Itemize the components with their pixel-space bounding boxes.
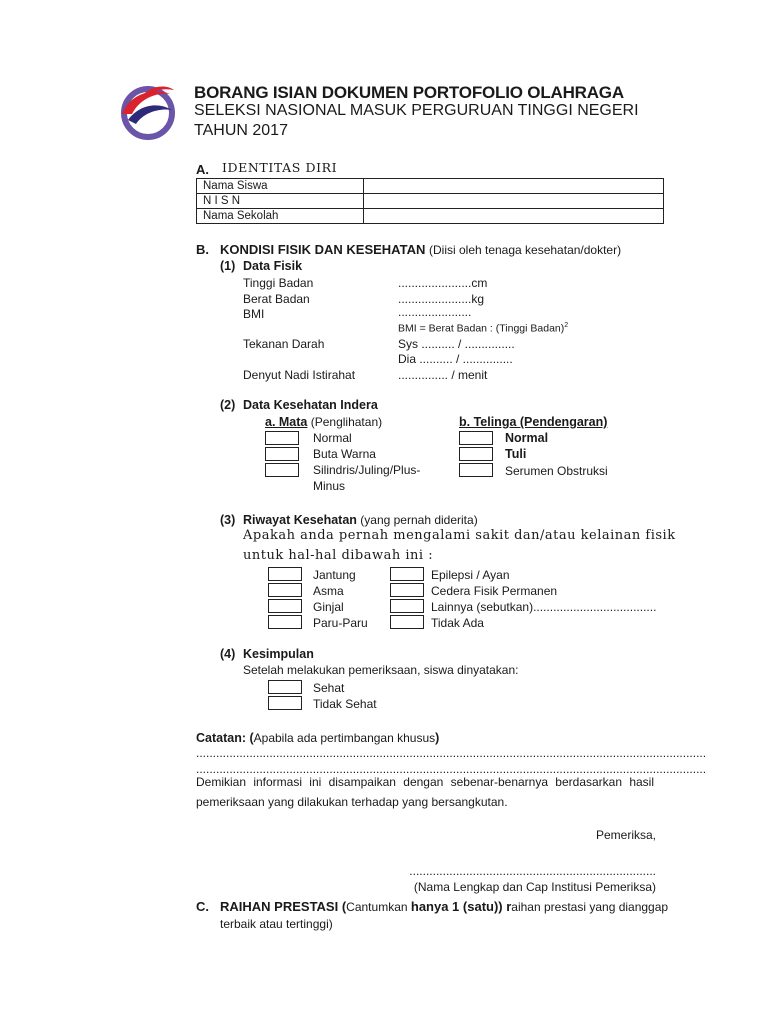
sehat-checkbox[interactable] — [268, 680, 302, 694]
epilepsi-checkbox[interactable] — [390, 567, 424, 581]
section-c-line2: terbaik atau tertinggi) — [220, 917, 333, 931]
kesimpulan-number: (4) — [220, 647, 236, 661]
form-subtitle: SELEKSI NASIONAL MASUK PERGURUAN TINGGI NEGERI — [194, 102, 639, 119]
section-a-title: IDENTITAS DIRI — [222, 160, 338, 175]
bmi-field[interactable]: ...................... — [398, 305, 472, 319]
riwayat-title: Riwayat Kesehatan — [243, 513, 357, 527]
tidak-ada-checkbox[interactable] — [390, 615, 424, 629]
jantung-checkbox[interactable] — [268, 567, 302, 581]
section-c-bold: hanya 1 (satu) — [410, 899, 499, 914]
nama-siswa-field[interactable] — [364, 179, 664, 194]
identity-label: Nama Sekolah — [197, 209, 364, 224]
catatan-line-2[interactable]: ......................................................................................................................................................... — [196, 762, 707, 776]
riwayat-note: (yang pernah diderita) — [360, 513, 478, 527]
table-row — [197, 194, 664, 209]
tinggi-badan-field[interactable]: ......................cm — [398, 276, 488, 290]
asma-checkbox[interactable] — [268, 583, 302, 597]
data-fisik-number: (1) — [220, 259, 236, 273]
section-a-letter: A. — [196, 162, 209, 177]
tekanan-darah-label: Tekanan Darah — [243, 337, 325, 351]
riwayat-option: Jantung — [313, 568, 356, 582]
mata-header — [265, 415, 382, 429]
riwayat-option: Paru-Paru — [313, 616, 368, 630]
data-fisik-title: Data Fisik — [243, 259, 303, 273]
form-title: BORANG ISIAN DOKUMEN PORTOFOLIO OLAHRAGA — [194, 83, 624, 102]
kesimpulan-option: Sehat — [313, 681, 345, 695]
bmi-formula — [398, 322, 568, 335]
statement-line2: pemeriksaan yang dilakukan terhadap yang bersangkutan. — [196, 795, 508, 809]
telinga-title: b. Telinga (Pendengaran) — [459, 415, 608, 429]
section-b-title — [220, 242, 621, 257]
identity-label: Nama Siswa — [197, 179, 364, 194]
catatan-close: ) — [435, 731, 440, 745]
berat-badan-label: Berat Badan — [243, 292, 310, 306]
dia-field[interactable]: Dia .......... / ............... — [398, 352, 513, 366]
kesimpulan-option: Tidak Sehat — [313, 697, 377, 711]
section-b-title-text: KONDISI FISIK DAN KESEHATAN — [220, 242, 426, 257]
riwayat-header — [243, 513, 478, 527]
berat-badan-field[interactable]: ......................kg — [398, 292, 485, 306]
mata-option: Minus — [313, 479, 346, 493]
form-year: TAHUN 2017 — [194, 122, 288, 139]
kesimpulan-title: Kesimpulan — [243, 647, 314, 661]
section-b-note: (Diisi oleh tenaga kesehatan/dokter) — [428, 243, 622, 257]
riwayat-question-line2: untuk hal-hal dibawah ini : — [243, 548, 434, 563]
bmi-formula-text: BMI = Berat Badan : (Tinggi Badan) — [398, 322, 565, 335]
paru-paru-checkbox[interactable] — [268, 615, 302, 629]
table-row — [197, 179, 664, 194]
riwayat-option: Tidak Ada — [431, 616, 484, 630]
section-c-letter: C. — [196, 899, 209, 914]
bmi-exponent: 2 — [564, 322, 569, 329]
catatan-line-1[interactable]: ......................................................................................................................................................... — [196, 746, 707, 760]
telinga-normal-checkbox[interactable] — [459, 431, 493, 445]
riwayat-option: Asma — [313, 584, 344, 598]
riwayat-number: (3) — [220, 513, 236, 527]
nama-sekolah-field[interactable] — [364, 209, 664, 224]
mata-buta-warna-checkbox[interactable] — [265, 447, 299, 461]
catatan-label: Catatan: ( — [196, 731, 254, 745]
section-c-open: ( — [338, 899, 347, 914]
riwayat-option: Epilepsi / Ayan — [431, 568, 510, 582]
mata-normal-checkbox[interactable] — [265, 431, 299, 445]
mata-option: Buta Warna — [313, 447, 376, 461]
mata-option: Silindris/Juling/Plus- — [313, 463, 421, 477]
identity-table — [196, 178, 664, 224]
telinga-option: Tuli — [505, 447, 527, 461]
snmptn-logo — [118, 80, 178, 140]
catatan-note: Apabila ada pertimbangan khusus — [253, 731, 436, 745]
riwayat-option[interactable]: Lainnya (sebutkan)..................................... — [431, 600, 657, 614]
ginjal-checkbox[interactable] — [268, 599, 302, 613]
bmi-label: BMI — [243, 307, 265, 321]
indera-number: (2) — [220, 398, 236, 412]
section-c-close: ) r — [498, 899, 512, 914]
tinggi-badan-label: Tinggi Badan — [243, 276, 314, 290]
riwayat-question-line1: Apakah anda pernah mengalami sakit dan/atau kelainan fisik — [243, 528, 676, 543]
mata-note: (Penglihatan) — [310, 415, 383, 429]
indera-title: Data Kesehatan Indera — [243, 398, 378, 412]
section-c-text1: Cantumkan — [346, 900, 411, 914]
signature-field[interactable]: .......................................................................... — [409, 864, 656, 878]
pemeriksa-label: Pemeriksa, — [595, 828, 656, 842]
telinga-serumen-checkbox[interactable] — [459, 463, 493, 477]
telinga-tuli-checkbox[interactable] — [459, 447, 493, 461]
section-c-title: RAIHAN PRESTASI — [220, 899, 339, 914]
cedera-checkbox[interactable] — [390, 583, 424, 597]
denyut-nadi-field[interactable]: ............... / menit — [398, 368, 488, 382]
nisn-field[interactable] — [364, 194, 664, 209]
telinga-option: Serumen Obstruksi — [505, 464, 608, 478]
table-row — [197, 209, 664, 224]
riwayat-option: Cedera Fisik Permanen — [431, 584, 558, 598]
tidak-sehat-checkbox[interactable] — [268, 696, 302, 710]
identity-label: N I S N — [197, 194, 364, 209]
statement-line1: Demikian informasi ini disampaikan dengan sebenar-benarnya berdasarkan hasil — [196, 775, 654, 789]
telinga-option: Normal — [505, 431, 549, 445]
catatan-header — [196, 731, 439, 745]
section-c-heading — [220, 899, 668, 914]
section-c-text2: aihan prestasi yang dianggap — [511, 900, 669, 914]
section-b-letter: B. — [196, 242, 209, 257]
mata-silindris-checkbox[interactable] — [265, 463, 299, 477]
signature-caption: (Nama Lengkap dan Cap Institusi Pemeriksa) — [413, 880, 656, 894]
mata-title: a. Mata — [265, 415, 308, 429]
mata-option: Normal — [313, 431, 352, 445]
denyut-nadi-label: Denyut Nadi Istirahat — [243, 368, 356, 382]
riwayat-option: Ginjal — [313, 600, 344, 614]
lainnya-checkbox[interactable] — [390, 599, 424, 613]
kesimpulan-text: Setelah melakukan pemeriksaan, siswa dinyatakan: — [243, 663, 519, 677]
sys-field[interactable]: Sys .......... / ............... — [398, 337, 515, 351]
